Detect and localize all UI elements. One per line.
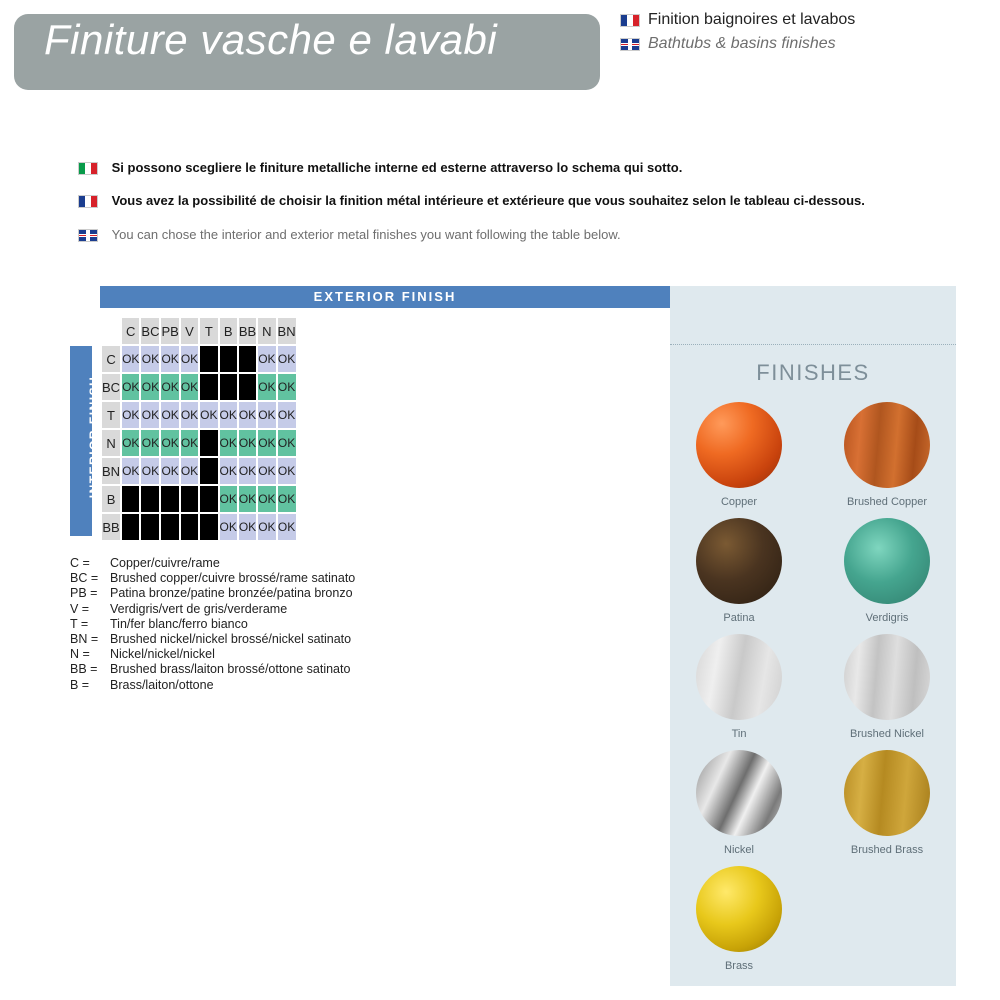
finish-swatch-icon [696,518,782,604]
matrix-header-row [102,318,296,344]
intro-french-text: Vous avez la possibilité de choisir la finition métal intérieure et extérieure que vous souhaitez selon le tableau ci-dessous. [111,193,865,208]
legend-item-description: Verdigris/vert de gris/verderame [110,601,288,616]
matrix-row [102,402,296,428]
legend-item-key: V = [70,601,90,616]
matrix-cell: OK [181,374,198,400]
finish-swatch [844,402,930,508]
flag-uk-icon [620,38,640,51]
exterior-finish-header: EXTERIOR FINISH [100,286,670,308]
flag-italy-icon [78,162,98,175]
matrix-column-header: V [181,318,198,344]
matrix-cell: OK [161,346,178,372]
matrix-cell: OK [278,514,296,540]
finish-swatch-label: Nickel [724,844,754,856]
matrix-row-header: N [102,430,120,456]
finish-swatch [696,750,782,856]
finish-swatch-icon [696,402,782,488]
matrix-cell: OK [122,374,139,400]
matrix-row [102,486,296,512]
finish-swatch-label: Copper [720,496,758,508]
finish-swatch-icon [844,402,930,488]
matrix-row [102,374,296,400]
flag-france-icon [620,14,640,27]
intro-italian-text: Si possono scegliere le finiture metalliche interne ed esterne attraverso lo schema qui sotto. [111,160,683,175]
matrix-column-header: PB [161,318,178,344]
legend-item [70,662,355,677]
page-title-fr: Finition baignoires et lavabos [648,11,856,28]
matrix-cell: OK [258,430,275,456]
finish-swatch [844,634,930,740]
matrix-cell [200,514,217,540]
matrix-cell: OK [141,402,159,428]
finish-swatch-label: Brushed Nickel [850,728,924,740]
matrix-cell: OK [181,458,198,484]
interior-finish-header [70,346,101,536]
legend-item [70,556,355,571]
matrix-cell: OK [122,458,139,484]
matrix-row [102,458,296,484]
matrix-cell: OK [161,402,178,428]
finish-swatch-icon [844,518,930,604]
finishes-panel-title: FINISHES [756,360,870,385]
finish-swatch-icon [696,866,782,952]
legend-item-key: C = [70,556,90,570]
legend-item [70,571,355,586]
matrix-row-header: BC [102,374,120,400]
legend-item-description: Patina bronze/patine bronzée/patina bronzo [110,586,353,601]
legend-item-description: Copper/cuivre/rame [110,556,220,570]
matrix-cell: OK [278,486,296,512]
matrix-cell: OK [122,346,139,372]
finish-swatch-icon [696,634,782,720]
matrix-cell: OK [181,430,198,456]
matrix-cell: OK [278,346,296,372]
matrix-cell: OK [220,402,237,428]
matrix-row-header: B [102,486,120,512]
matrix-cell: OK [220,430,237,456]
matrix-cell: OK [181,346,198,372]
matrix-cell: OK [220,458,237,484]
matrix-cell: OK [239,430,256,456]
flag-france-icon [78,195,98,208]
matrix-cell [239,374,256,400]
panel-divider [670,344,956,345]
finish-swatch-label: Brushed Brass [850,844,924,856]
legend-item-key: N = [70,647,90,662]
matrix-cell [220,346,237,372]
legend-item-description: Brushed brass/laiton brossé/ottone satinato [110,662,351,677]
legend-item-key: PB = [70,586,98,601]
page-title-en: Bathtubs & basins finishes [648,35,836,52]
matrix-row-header: C [102,346,120,372]
finish-swatch-label: Tin [731,728,747,740]
finish-swatch-label: Verdigris [865,612,909,624]
flag-uk-icon [78,229,98,242]
matrix-cell: OK [161,458,178,484]
finish-swatch-icon [844,634,930,720]
matrix-cell: OK [258,486,275,512]
matrix-cell: OK [141,430,159,456]
matrix-cell [200,486,217,512]
matrix-column-header: T [200,318,217,344]
matrix-cell: OK [278,374,296,400]
matrix-row-header: T [102,402,120,428]
matrix-cell: OK [122,402,139,428]
page-title: Finiture vasche e lavabi [44,16,498,63]
matrix-row [102,346,296,372]
matrix-cell: OK [220,514,237,540]
legend-item [70,678,355,693]
matrix-cell: OK [258,402,275,428]
matrix-cell [122,486,139,512]
matrix-column-header: BN [278,318,296,344]
legend-item [70,602,355,617]
matrix-cell: OK [141,346,159,372]
legend-item [70,647,355,662]
matrix-column-header: B [220,318,237,344]
matrix-cell [122,514,139,540]
matrix-row [102,514,296,540]
interior-finish-header-label: INTERIOR FINISH [87,375,101,499]
intro-french [78,193,865,208]
matrix-cell: OK [161,430,178,456]
intro-italian [78,160,682,175]
finish-swatch [696,518,782,624]
matrix-cell: OK [122,430,139,456]
legend-item-description: Brushed nickel/nickel brossé/nickel satinato [110,632,352,647]
legend-item [70,632,355,647]
matrix-cell [141,486,159,512]
matrix-cell [141,514,159,540]
matrix-cell: OK [161,374,178,400]
matrix-cell: OK [239,458,256,484]
matrix-cell: OK [258,514,275,540]
legend-item-key: T = [70,616,89,631]
matrix-cell: OK [141,458,159,484]
matrix-cell [161,486,178,512]
matrix-column-header: N [258,318,275,344]
legend-item-key: B = [70,677,90,692]
finish-swatch-label: Patina [723,612,755,624]
legend-item-key: BN = [70,632,99,647]
matrix-column-header: C [122,318,139,344]
matrix-column-header: BB [239,318,256,344]
matrix-cell [220,374,237,400]
matrix-cell: OK [258,374,275,400]
matrix-row-header: BB [102,514,120,540]
matrix-cell: OK [200,402,217,428]
legend-item-key: BB = [70,662,98,677]
matrix-column-header: BC [141,318,159,344]
finish-swatch-icon [696,750,782,836]
matrix-cell [161,514,178,540]
matrix-cell: OK [239,514,256,540]
finish-swatch [696,866,782,972]
legend [70,556,355,693]
matrix-cell: OK [258,346,275,372]
finish-swatch [844,518,930,624]
matrix-row-header: BN [102,458,120,484]
matrix-cell: OK [181,402,198,428]
intro-english-text: You can chose the interior and exterior metal finishes you want following the table below. [111,227,621,242]
finish-swatch [844,750,930,856]
matrix-corner-cell [102,318,120,344]
matrix-cell [181,514,198,540]
finish-swatch [696,634,782,740]
finish-swatch-label: Brass [724,960,754,972]
legend-item [70,586,355,601]
legend-item-key: BC = [70,571,99,586]
matrix-cell [200,458,217,484]
matrix-cell: OK [239,486,256,512]
matrix-cell: OK [278,402,296,428]
legend-item-description: Nickel/nickel/nickel [110,647,215,662]
matrix-cell: OK [239,402,256,428]
legend-item-description: Brushed copper/cuivre brossé/rame satinato [110,571,356,586]
finish-swatch [696,402,782,508]
intro-english [78,227,621,242]
legend-item [70,617,355,632]
matrix-table [100,316,298,542]
legend-item-description: Brass/laiton/ottone [110,677,214,692]
finish-swatch-icon [844,750,930,836]
legend-item-description: Tin/fer blanc/ferro bianco [110,616,248,631]
matrix-cell [239,346,256,372]
matrix-cell [181,486,198,512]
finish-swatch-label: Brushed Copper [846,496,928,508]
matrix-cell [200,430,217,456]
finishes-panel [670,286,956,986]
matrix-cell: OK [220,486,237,512]
matrix-cell [200,346,217,372]
matrix-cell: OK [278,430,296,456]
matrix-cell: OK [141,374,159,400]
matrix-cell [200,374,217,400]
matrix-cell: OK [258,458,275,484]
matrix-row [102,430,296,456]
matrix-cell: OK [278,458,296,484]
